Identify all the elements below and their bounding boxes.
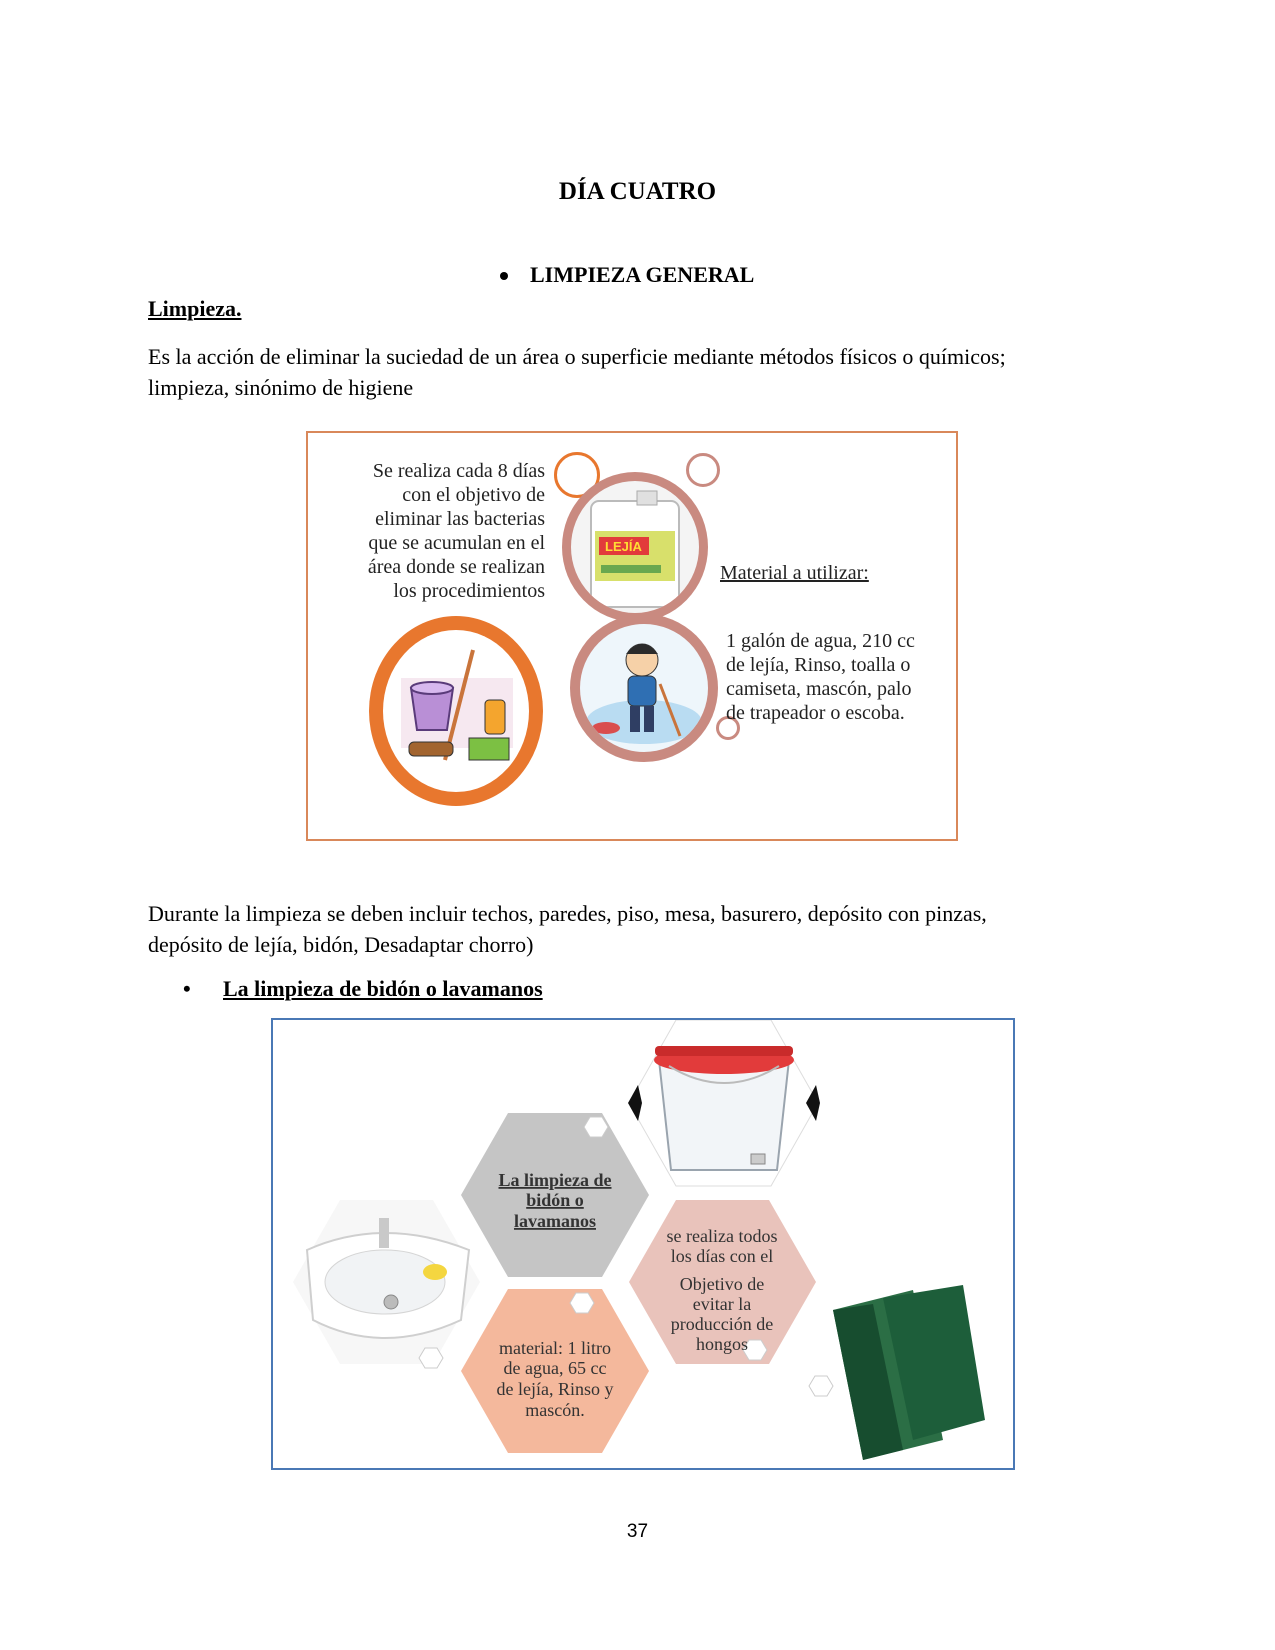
subheading: Limpieza. [148, 296, 242, 321]
frequency-hexagon [629, 1200, 816, 1364]
hexagon-diagram [273, 1020, 1015, 1470]
bottle-label: LEJÍA [605, 539, 642, 554]
paragraph-line: depósito de lejía, bidón, Desadaptar chorro) [148, 932, 534, 957]
sink-cleaning-heading: La limpieza de bidón o lavamanos [223, 976, 543, 1001]
paragraph-line: Durante la limpieza se deben incluir techos, paredes, piso, mesa, basurero, depósito con pinzas, [148, 901, 987, 926]
scope-paragraph [148, 898, 1133, 960]
cleaning-supplies-image [383, 630, 529, 792]
svg-text:lavamanos: lavamanos [513, 1211, 597, 1231]
decorative-ring [686, 453, 720, 487]
svg-text:La limpieza de: La limpieza de [498, 1170, 612, 1190]
paragraph-line: Es la acción de eliminar la suciedad de un área o superficie mediante métodos físicos o químicos; [148, 344, 1006, 369]
frequency-text: Se realiza cada 8 días con el objetivo de eliminar las bacterias que se acumulan en el área donde se realizan los procedimientos [367, 460, 545, 602]
material-heading: Material a utilizar: [720, 562, 869, 584]
svg-text:hongos: hongos [695, 1334, 749, 1354]
supplies-circle-inner [383, 630, 529, 792]
svg-text:bidón o: bidón o [526, 1190, 584, 1210]
bullet-icon [500, 272, 508, 280]
svg-text:Objetivo de: Objetivo de [679, 1274, 765, 1294]
section-heading-text: LIMPIEZA GENERAL [530, 262, 755, 287]
boy-circle-inner [580, 624, 708, 752]
sink-hexagon [293, 1200, 480, 1368]
bleach-bottle-image [571, 481, 699, 613]
svg-text:evitar la: evitar la [692, 1294, 752, 1314]
boy-sweeping-image [580, 624, 708, 752]
bucket-hexagon [628, 1020, 820, 1186]
page-number: 37 [626, 1521, 649, 1542]
svg-text:de agua, 65 cc: de agua, 65 cc [503, 1358, 607, 1378]
svg-text:se realiza todos: se realiza todos [666, 1226, 778, 1246]
bucket-with-tap-image [654, 1046, 794, 1170]
svg-text:producción de: producción de [670, 1314, 774, 1334]
definition-paragraph [148, 341, 1133, 403]
sink-cleaning-figure [271, 1018, 1015, 1470]
paragraph-line: limpieza, sinónimo de higiene [148, 375, 414, 400]
svg-text:mascón.: mascón. [525, 1400, 585, 1420]
svg-text:de lejía, Rinso y: de lejía, Rinso y [496, 1379, 614, 1399]
bullet-icon: • [183, 976, 191, 1001]
page-title: DÍA CUATRO [558, 178, 717, 205]
general-cleaning-figure [306, 431, 958, 841]
svg-text:material: 1 litro: material: 1 litro [499, 1338, 611, 1358]
material-hexagon [461, 1289, 649, 1453]
material-list: 1 galón de agua, 210 cc de lejía, Rinso, toalla o camiseta, mascón, palo de trapeador o escoba. [726, 630, 915, 724]
title-hexagon [461, 1113, 649, 1277]
bleach-circle-inner [571, 481, 699, 613]
svg-text:los días con el: los días con el [670, 1246, 774, 1266]
section-heading [506, 262, 754, 288]
scouring-pad-hexagon [800, 1285, 988, 1460]
